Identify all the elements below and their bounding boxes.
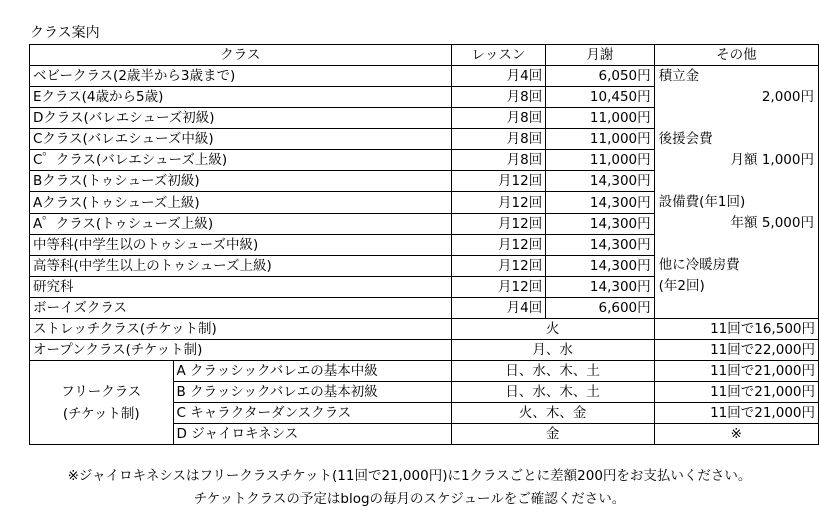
free-class-price: 11回で21,000円	[654, 403, 818, 424]
monthly-fee: 11,000円	[546, 129, 654, 150]
class-name: C゜クラス(バレエシューズ上級)	[30, 150, 452, 171]
free-class-days: 金	[451, 424, 654, 445]
monthly-fee: 6,050円	[546, 66, 654, 87]
free-class-days: 火、木、金	[451, 403, 654, 424]
free-class-row	[30, 361, 819, 382]
class-name: ベビークラス(2歳半から3歳まで)	[30, 66, 452, 87]
ticket-price: 11回で22,000円	[654, 340, 818, 361]
ticket-row	[30, 319, 819, 340]
monthly-fee: 14,300円	[546, 276, 654, 297]
free-class-name: D ジャイロキネシス	[173, 424, 451, 445]
note-gyrokinesis: ※ジャイロキネシスはフリークラスチケット(11回で21,000円)に1クラスごとに差額200円をお支払いください。	[67, 468, 752, 484]
class-name: Bクラス(トゥシューズ初級)	[30, 171, 452, 192]
class-name: 高等科(中学生以上のトゥシューズ上級)	[30, 255, 452, 276]
monthly-fee: 14,300円	[546, 171, 654, 192]
monthly-fee: 14,300円	[546, 192, 654, 213]
table-header-row	[30, 45, 819, 66]
header-lesson: レッスン	[451, 45, 546, 66]
free-class-name: C キャラクターダンスクラス	[173, 403, 451, 424]
heating-label: 他に冷暖房費	[658, 257, 740, 273]
class-name: 中等科(中学生以のトゥシューズ中級)	[30, 234, 452, 255]
equipment-amount: 年額 5,000円	[730, 215, 814, 231]
monthly-fee: 11,000円	[546, 150, 654, 171]
class-name: Dクラス(バレエシューズ初級)	[30, 108, 452, 129]
free-class-label-line1: フリークラス	[61, 383, 142, 400]
monthly-fee: 14,300円	[546, 234, 654, 255]
ticket-class-name: ストレッチクラス(チケット制)	[30, 319, 452, 340]
header-fee: 月謝	[546, 45, 654, 66]
page-title: クラス案内	[30, 25, 100, 41]
monthly-fee: 6,600円	[546, 297, 654, 318]
equipment-label: 設備費(年1回)	[658, 194, 746, 210]
reserve-amount: 2,000円	[761, 89, 814, 105]
monthly-fee: 11,000円	[546, 108, 654, 129]
ticket-price: 11回で16,500円	[654, 319, 818, 340]
lesson-count: 月4回	[451, 297, 546, 318]
monthly-fee: 14,300円	[546, 213, 654, 234]
note-schedule: チケットクラスの予定はblogの毎月のスケジュールをご確認ください。	[193, 491, 626, 507]
class-name: Eクラス(4歳から5歳)	[30, 87, 452, 108]
lesson-count: 月8回	[451, 129, 546, 150]
lesson-count: 月12回	[451, 255, 546, 276]
reserve-label: 積立金	[658, 68, 700, 84]
class-name: Cクラス(バレエシューズ中級)	[30, 129, 452, 150]
monthly-fee: 10,450円	[546, 87, 654, 108]
lesson-count: 月12回	[451, 276, 546, 297]
lesson-count: 月12回	[451, 192, 546, 213]
free-class-days: 日、水、木、土	[451, 382, 654, 403]
class-name: A゜クラス(トゥシューズ上級)	[30, 213, 452, 234]
heating-frequency: (年2回)	[658, 278, 705, 294]
support-amount: 月額 1,000円	[730, 152, 814, 168]
other-fees-cell	[654, 66, 818, 319]
support-label: 後援会費	[658, 131, 713, 147]
header-other: その他	[654, 45, 818, 66]
lesson-count: 月8回	[451, 150, 546, 171]
free-class-name: A クラッシックバレエの基本中級	[173, 361, 451, 382]
class-name: Aクラス(トゥシューズ上級)	[30, 192, 452, 213]
ticket-days: 月、水	[451, 340, 654, 361]
lesson-count: 月12回	[451, 171, 546, 192]
free-class-days: 日、水、木、土	[451, 361, 654, 382]
class-table	[29, 44, 819, 445]
class-name: 研究科	[30, 276, 452, 297]
ticket-row	[30, 340, 819, 361]
free-class-name: B クラッシックバレエの基本初級	[173, 382, 451, 403]
free-class-price: ※	[654, 424, 818, 445]
monthly-fee: 14,300円	[546, 255, 654, 276]
free-class-price: 11回で21,000円	[654, 361, 818, 382]
lesson-count: 月12回	[451, 234, 546, 255]
ticket-class-name: オープンクラス(チケット制)	[30, 340, 452, 361]
lesson-count: 月12回	[451, 213, 546, 234]
header-class: クラス	[30, 45, 452, 66]
lesson-count: 月8回	[451, 87, 546, 108]
lesson-count: 月8回	[451, 108, 546, 129]
free-class-label	[30, 361, 174, 445]
free-class-label-line2: (チケット制)	[62, 405, 140, 422]
class-name: ボーイズクラス	[30, 297, 452, 318]
ticket-days: 火	[451, 319, 654, 340]
table-row	[30, 66, 819, 87]
lesson-count: 月4回	[451, 66, 546, 87]
free-class-price: 11回で21,000円	[654, 382, 818, 403]
